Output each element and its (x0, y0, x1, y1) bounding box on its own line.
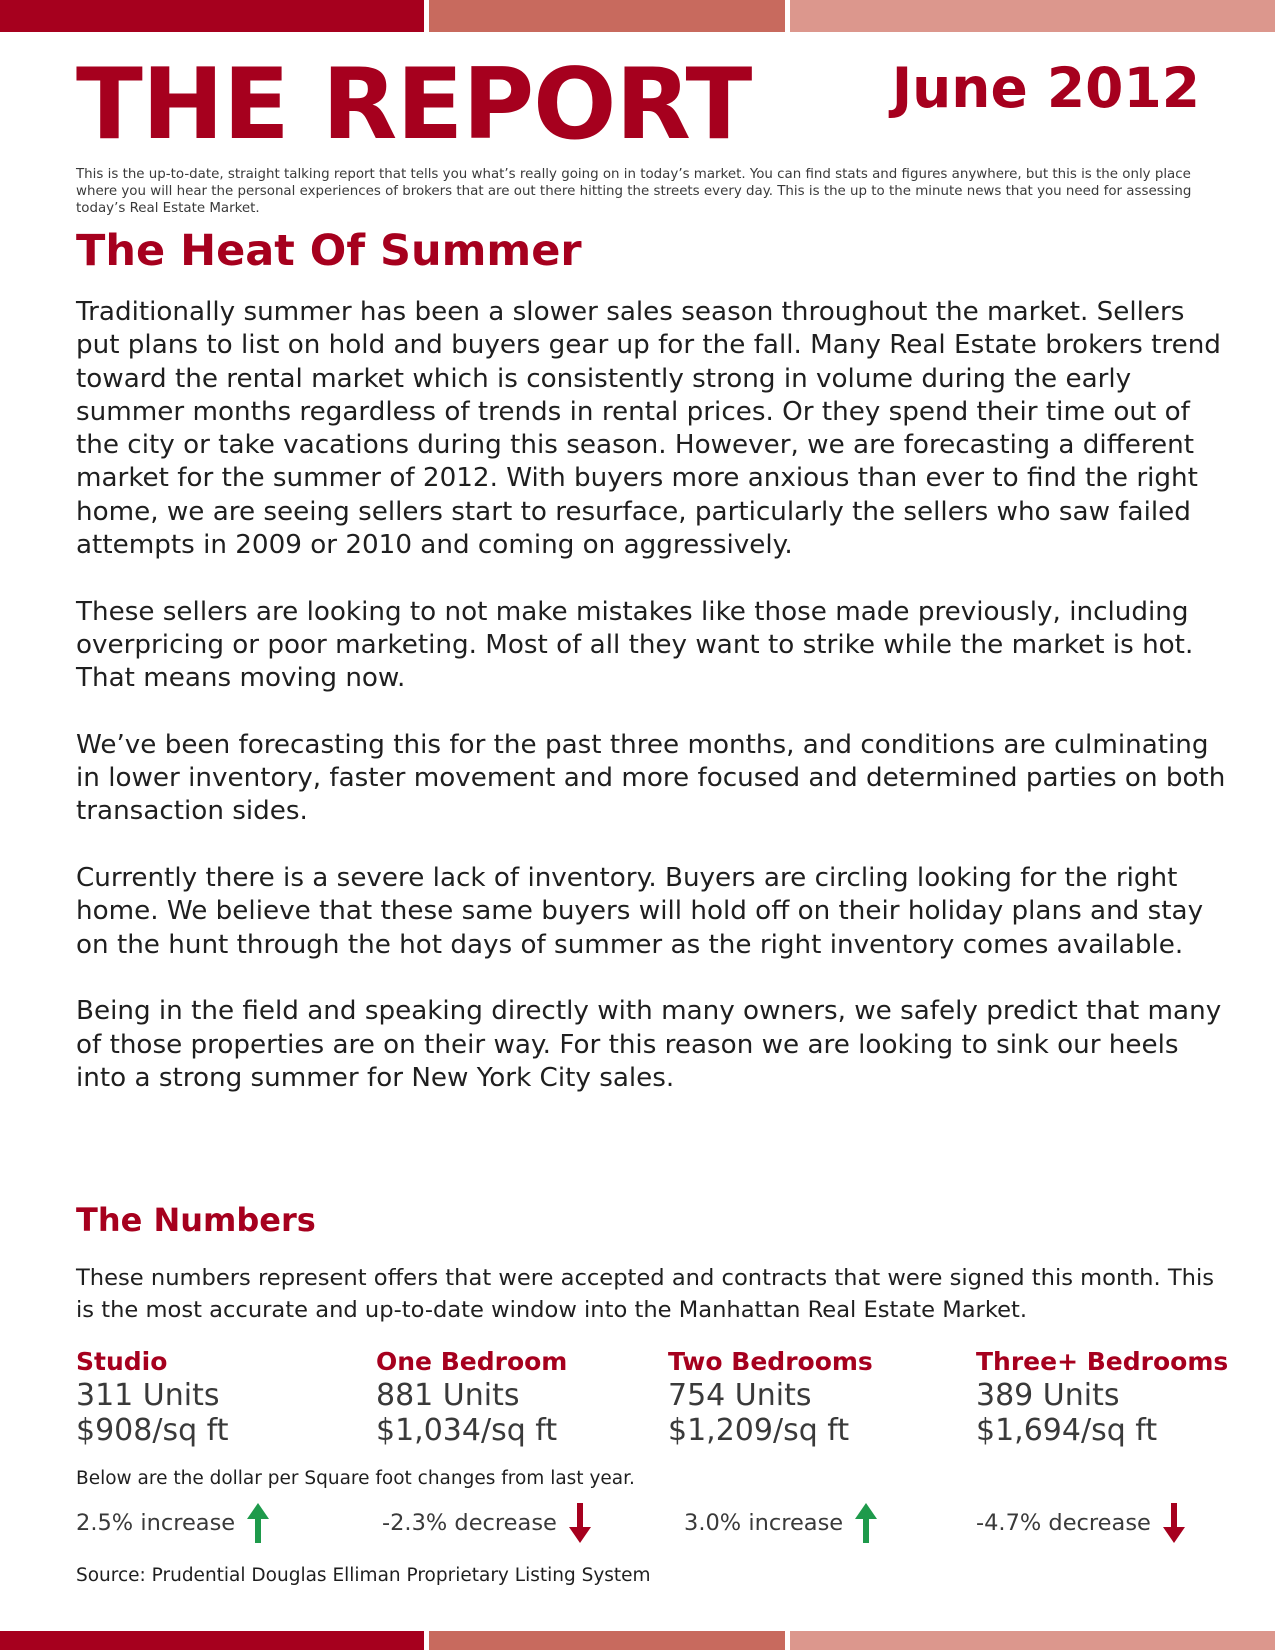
article-paragraph: We’ve been forecasting this for the past three months, and conditions are culminating in lower inventory, faster movement and more focused and determined parties on both transaction sides. (76, 729, 1226, 827)
stat-two-bedrooms (668, 1346, 873, 1448)
article-paragraph: Traditionally summer has been a slower sales season throughout the market. Sellers put plans to list on hold and buyers gear up for the fall. Many Real Estate brokers trend toward the rental market which is consistently strong in volume during the early summer months regardless of trends in rental prices. Or they spend their time out of the city or take vacations during this season. However, we are forecasting a different market for the summer of 2012. With buyers more anxious than ever to find the right home, we are seeing sellers start to resurface, particularly the sellers who saw failed attempts in 2009 or 2010 and coming on aggressively. (76, 297, 1221, 561)
stat-label: Two Bedrooms (668, 1347, 873, 1376)
article-heading: The Heat Of Summer (76, 226, 582, 276)
top-color-bar (0, 0, 1275, 32)
top-bar-segment-dark (0, 0, 424, 32)
stat-one-bedroom (376, 1346, 567, 1448)
change-text: 3.0% increase (684, 1510, 844, 1536)
change-three-plus-bedrooms (976, 1503, 1185, 1543)
stat-units: 311 Units (76, 1378, 220, 1413)
change-one-bedroom (382, 1503, 591, 1543)
up-arrow-icon (855, 1503, 877, 1543)
change-text: -2.3% decrease (382, 1510, 557, 1536)
article-paragraph: Being in the field and speaking directly with many owners, we safely predict that many of those properties are on their way. For this reason we are looking to sink our heels into a strong summer for New York City sales. (76, 996, 1222, 1093)
source-note: Source: Prudential Douglas Elliman Proprietary Listing System (76, 1565, 651, 1586)
report-title: THE REPORT (76, 48, 752, 162)
numbers-intro: These numbers represent offers that were accepted and contracts that were signed this month. This is the most accurate and up-to-date window into the Manhattan Real Estate Market. (76, 1265, 1215, 1323)
stat-label: Studio (76, 1347, 168, 1376)
stat-price: $1,209/sq ft (668, 1413, 850, 1448)
bottom-color-bar (0, 1631, 1275, 1650)
top-bar-segment-light (790, 0, 1275, 32)
change-studio (76, 1503, 269, 1543)
report-intro: This is the up-to-date, straight talking report that tells you what’s really going on in today’s market. You can find stats and figures anywhere, but this is the only place where you will hear the personal experiences of brokers that are out there hitting the streets every day. This is the up to the minute news that you need for assessing today’s Real Estate Market. (76, 167, 1192, 216)
numbers-heading: The Numbers (76, 1201, 316, 1239)
stat-units: 881 Units (376, 1378, 520, 1413)
bottom-bar-segment-light (790, 1631, 1275, 1650)
down-arrow-icon (1163, 1503, 1185, 1543)
bottom-bar-segment-mid (429, 1631, 785, 1650)
up-arrow-icon (247, 1503, 269, 1543)
article-body (76, 296, 1226, 1128)
stat-units: 754 Units (668, 1378, 812, 1413)
article-paragraph: Currently there is a severe lack of inventory. Buyers are circling looking for the right home. We believe that these same buyers will hold off on their holiday plans and stay on the hunt through the hot days of summer as the right inventory comes available. (76, 863, 1204, 960)
changes-note: Below are the dollar per Square foot changes from last year. (76, 1468, 635, 1489)
down-arrow-icon (569, 1503, 591, 1543)
stat-label: Three+ Bedrooms (976, 1347, 1229, 1376)
bottom-bar-segment-dark (0, 1631, 424, 1650)
stat-price: $1,034/sq ft (376, 1413, 558, 1448)
stat-three-plus-bedrooms (976, 1346, 1228, 1448)
article-paragraph: These sellers are looking to not make mistakes like those made previously, including overpricing or poor marketing. Most of all they want to strike while the market is hot. That means moving now. (76, 596, 1194, 694)
stat-units: 389 Units (976, 1378, 1120, 1413)
change-two-bedrooms (684, 1503, 877, 1543)
stat-studio (76, 1346, 228, 1448)
stat-label: One Bedroom (376, 1347, 568, 1376)
stat-price: $908/sq ft (76, 1413, 229, 1448)
report-date: June 2012 (891, 56, 1200, 120)
change-text: 2.5% increase (76, 1510, 236, 1536)
stat-price: $1,694/sq ft (976, 1413, 1158, 1448)
change-text: -4.7% decrease (976, 1510, 1151, 1536)
top-bar-segment-mid (429, 0, 785, 32)
